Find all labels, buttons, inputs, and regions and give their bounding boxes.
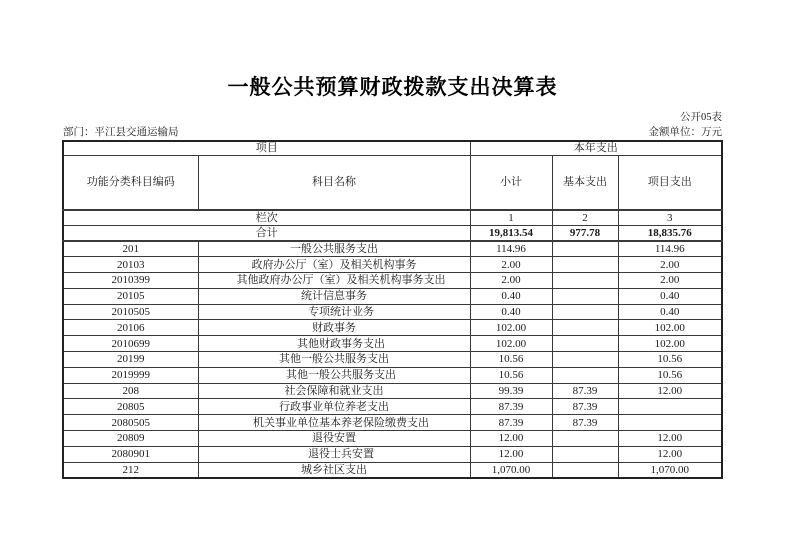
row-project: 2.00 [618,257,722,273]
row-name: 机关事业单位基本养老保险缴费支出 [198,415,470,431]
header-code-col: 功能分类科目编码 [63,155,198,210]
row-project: 0.40 [618,304,722,320]
table-row [63,446,722,462]
row-name: 政府办公厅（室）及相关机构事务 [198,257,470,273]
row-subtotal: 0.40 [470,304,552,320]
row-basic [552,320,618,336]
header-name-col: 科目名称 [198,155,470,210]
row-subtotal: 0.40 [470,288,552,304]
row-basic [552,352,618,368]
row-name: 其他一般公共服务支出 [198,367,470,383]
row-name: 退役士兵安置 [198,446,470,462]
row-subtotal: 102.00 [470,320,552,336]
row-subtotal: 1,070.00 [470,462,552,478]
row-subtotal: 12.00 [470,446,552,462]
row-project: 10.56 [618,367,722,383]
row-code: 20805 [63,399,198,415]
row-basic [552,462,618,478]
row-code: 20105 [63,288,198,304]
row-name: 行政事业单位养老支出 [198,399,470,415]
row-name: 统计信息事务 [198,288,470,304]
table-row [63,288,722,304]
row-code: 2080901 [63,446,198,462]
row-code: 2010505 [63,304,198,320]
row-subtotal: 2.00 [470,273,552,289]
total-label: 合计 [63,225,470,241]
row-basic [552,257,618,273]
unit-label: 金额单位：万元 [648,127,722,138]
row-project: 102.00 [618,336,722,352]
header-columns-row [63,155,722,210]
row-project: 114.96 [618,241,722,257]
row-basic [552,304,618,320]
table-row [63,415,722,431]
sheet-number: 公开05表 [680,112,722,123]
row-project: 2.00 [618,273,722,289]
row-name: 其他财政事务支出 [198,336,470,352]
row-code: 20199 [63,352,198,368]
row-project [618,415,722,431]
row-project: 1,070.00 [618,462,722,478]
meta-row [63,124,722,139]
row-basic: 87.39 [552,415,618,431]
table-row [63,383,722,399]
row-project: 102.00 [618,320,722,336]
row-code: 2019999 [63,367,198,383]
lanci-col-2: 2 [552,210,618,225]
row-name: 其他一般公共服务支出 [198,352,470,368]
table-row [63,367,722,383]
table-row [63,336,722,352]
row-subtotal: 10.56 [470,352,552,368]
row-subtotal: 87.39 [470,415,552,431]
row-name: 财政事务 [198,320,470,336]
row-name: 专项统计业务 [198,304,470,320]
row-subtotal: 102.00 [470,336,552,352]
table-header-section [63,141,722,241]
row-name: 退役安置 [198,431,470,447]
table-row [63,462,722,478]
header-project-group: 项目 [63,141,470,155]
table-row [63,304,722,320]
row-name: 一般公共服务支出 [198,241,470,257]
row-basic [552,367,618,383]
lanci-col-1: 1 [470,210,552,225]
row-code: 20103 [63,257,198,273]
row-subtotal: 12.00 [470,431,552,447]
row-project [618,399,722,415]
row-basic: 87.39 [552,399,618,415]
row-basic [552,446,618,462]
table-body [63,241,722,478]
page-title: 一般公共预算财政拨款支出决算表 [227,76,558,99]
table-row [63,257,722,273]
table-row [63,399,722,415]
table-row [63,320,722,336]
department-label: 部门：平江县交通运输局 [63,127,179,138]
row-name: 社会保障和就业支出 [198,383,470,399]
row-code: 212 [63,462,198,478]
row-subtotal: 87.39 [470,399,552,415]
row-name: 其他政府办公厅（室）及相关机构事务支出 [198,273,470,289]
row-project: 0.40 [618,288,722,304]
row-basic [552,288,618,304]
row-subtotal: 114.96 [470,241,552,257]
row-code: 2010399 [63,273,198,289]
row-code: 20809 [63,431,198,447]
row-basic [552,431,618,447]
expenditure-table [62,140,723,479]
header-year-group: 本年支出 [470,141,722,155]
header-basic-col: 基本支出 [552,155,618,210]
row-code: 208 [63,383,198,399]
row-basic [552,273,618,289]
lanci-label: 栏次 [63,210,470,225]
row-subtotal: 10.56 [470,367,552,383]
total-subtotal: 19,813.54 [470,225,552,241]
total-row [63,225,722,241]
row-name: 城乡社区支出 [198,462,470,478]
row-code: 201 [63,241,198,257]
table-row [63,273,722,289]
row-subtotal: 99.39 [470,383,552,399]
row-code: 2010699 [63,336,198,352]
row-code: 20106 [63,320,198,336]
lanci-col-3: 3 [618,210,722,225]
row-project: 10.56 [618,352,722,368]
row-project: 12.00 [618,446,722,462]
row-subtotal: 2.00 [470,257,552,273]
table-row [63,431,722,447]
row-code: 2080505 [63,415,198,431]
header-project-col: 项目支出 [618,155,722,210]
table-row [63,241,722,257]
total-project: 18,835.76 [618,225,722,241]
total-basic: 977.78 [552,225,618,241]
row-basic [552,241,618,257]
column-index-row [63,210,722,225]
row-project: 12.00 [618,431,722,447]
header-group-row [63,141,722,155]
table-row [63,352,722,368]
header-subtotal-col: 小计 [470,155,552,210]
row-basic [552,336,618,352]
row-project: 12.00 [618,383,722,399]
row-basic: 87.39 [552,383,618,399]
